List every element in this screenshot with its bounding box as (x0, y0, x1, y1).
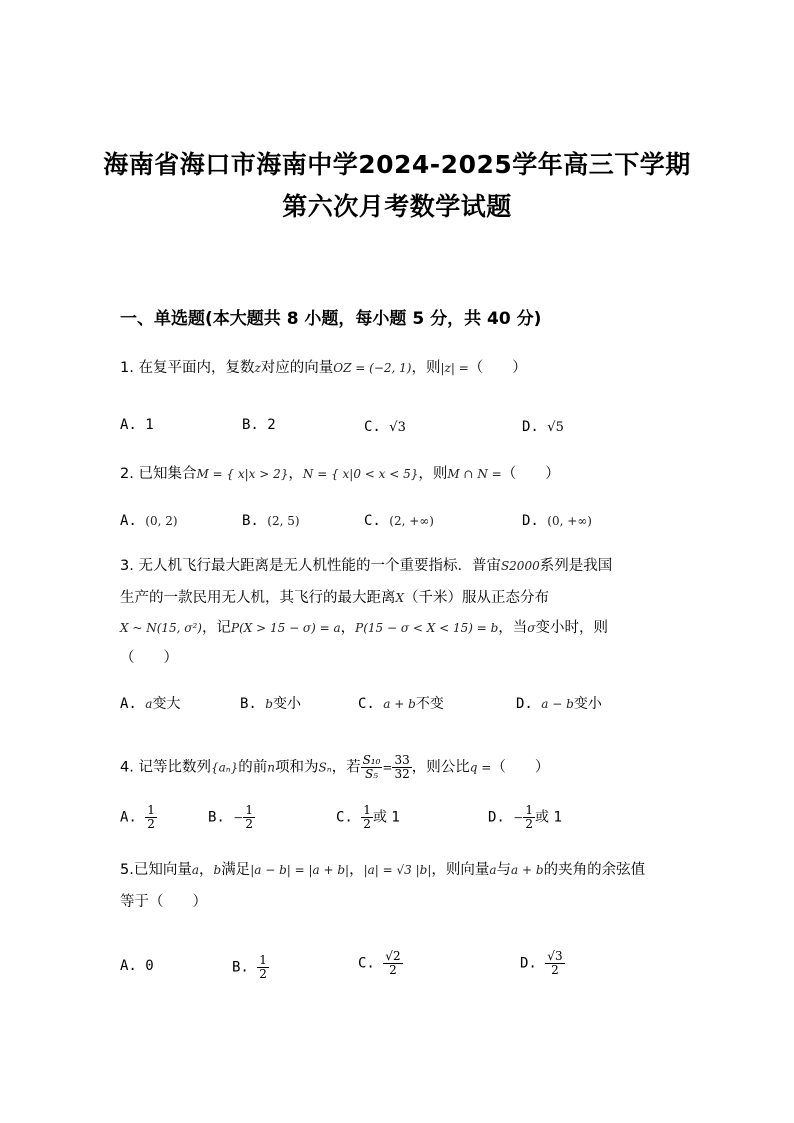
q3-option-a[interactable]: A. a变大 (120, 696, 181, 712)
math-expr: X (395, 591, 405, 605)
math-expr: b (213, 863, 222, 877)
question-number: 1. (120, 360, 134, 376)
math-expr: q = (469, 760, 492, 775)
math-expr: |z| = (440, 361, 469, 375)
math-expr: S2000 (500, 559, 540, 573)
math-expr: a (191, 863, 199, 877)
q5-option-c[interactable]: C. $\frac{√2}{2}$ (358, 949, 401, 977)
question-3-stem-line-2: 生产的一款民用无人机，其飞行的最大距离X（千米）服从正态分布 (120, 590, 550, 606)
q1-option-a[interactable]: A. 1 (120, 417, 154, 433)
math-expr: X ~ N(15, σ²) (120, 621, 202, 635)
math-expr: N = { x|0 < x < 5} (302, 467, 419, 481)
section-heading: 一、单选题(本大题共 8 小题，每小题 5 分，共 40 分) (120, 309, 542, 329)
q1-option-c[interactable]: C. √3 (364, 419, 406, 435)
math-expr: n (267, 760, 275, 775)
math-expr: Sₙ (318, 760, 332, 775)
math-expr: P(X > 15 − σ) = a (231, 621, 341, 635)
question-3-stem-line-3: X ~ N(15, σ²)，记P(X > 15 − σ) = a，P(15 − σ < X < 15) = b，当σ变小时，则 (120, 620, 608, 636)
q5-option-a[interactable]: A. 0 (120, 958, 154, 974)
question-5-stem-line-1: 5.已知向量a，b满足|a − b| = |a + b|，|a| = √3 |b|，则向量a与a + b的夹角的余弦值 (120, 862, 646, 878)
question-number: 5. (120, 862, 134, 878)
math-expr: |a − b| = |a + b| (250, 863, 350, 877)
math-expr: OZ = (−2, 1) (333, 361, 412, 375)
q4-option-c[interactable]: C. $\frac{1}{2}$ 或 1 (336, 803, 401, 831)
math-expr: a (489, 863, 497, 877)
math-expr: M ∩ N = (447, 467, 502, 481)
math-expr: σ (527, 621, 536, 635)
fraction: $\frac{33}{32}$ (394, 753, 410, 781)
q1-option-d[interactable]: D. √5 (522, 419, 564, 435)
question-4-stem: 4. 记等比数列{aₙ}的前n项和为Sₙ，若 $\frac{\text{S₁₀}}{\text{S₅}}$ = $\frac{33}{32}$ ，则公比q =（ ） (120, 753, 550, 781)
question-number: 3. (120, 558, 134, 574)
math-expr: P(15 − σ < X < 15) = b (355, 621, 499, 635)
q3-option-c[interactable]: C. a + b不变 (358, 696, 444, 712)
document-title-line-1: 海南省海口市海南中学2024-2025学年高三下学期 (103, 150, 691, 179)
math-expr: a + b (511, 863, 544, 877)
q2-option-b[interactable]: B. (2, 5) (242, 513, 300, 529)
q4-option-b[interactable]: B. − $\frac{1}{2}$ (208, 803, 253, 831)
q5-option-d[interactable]: D. $\frac{√3}{2}$ (520, 949, 563, 977)
q4-option-d[interactable]: D. − $\frac{1}{2}$ 或 1 (488, 803, 563, 831)
question-number: 4. (120, 759, 134, 776)
math-expr: {aₙ} (210, 760, 239, 775)
math-expr: |a| = √3 |b| (363, 863, 432, 877)
math-expr: M = { x|x > 2} (196, 467, 289, 481)
math-expr: z (254, 361, 261, 375)
question-5-stem-line-2: 等于（ ） (120, 894, 207, 910)
q2-option-d[interactable]: D. (0, +∞) (522, 513, 592, 529)
question-1-stem: 1. 在复平面内，复数z对应的向量OZ = (−2, 1)，则|z| =（ ） (120, 360, 527, 376)
q2-option-c[interactable]: C. (2, +∞) (364, 513, 434, 529)
document-title-line-2: 第六次月考数学试题 (282, 192, 512, 221)
q1-option-b[interactable]: B. 2 (242, 417, 276, 433)
fraction: $\frac{\text{S₁₀}}{\text{S₅}}$ (362, 753, 381, 781)
q2-option-a[interactable]: A. (0, 2) (120, 513, 178, 529)
q3-option-d[interactable]: D. a − b变小 (516, 696, 602, 712)
q4-option-a[interactable]: A. $\frac{1}{2}$ (120, 803, 155, 831)
q3-option-b[interactable]: B. b变小 (240, 696, 301, 712)
q5-option-b[interactable]: B. $\frac{1}{2}$ (232, 953, 267, 981)
question-2-stem: 2. 已知集合M = { x|x > 2}，N = { x|0 < x < 5}，则M ∩ N =（ ） (120, 466, 560, 482)
question-number: 2. (120, 466, 134, 482)
question-3-stem-line-1: 3. 无人机飞行最大距离是无人机性能的一个重要指标．普宙S2000系列是我国 (120, 558, 613, 574)
question-3-answer-bracket: （ ） (120, 650, 178, 666)
